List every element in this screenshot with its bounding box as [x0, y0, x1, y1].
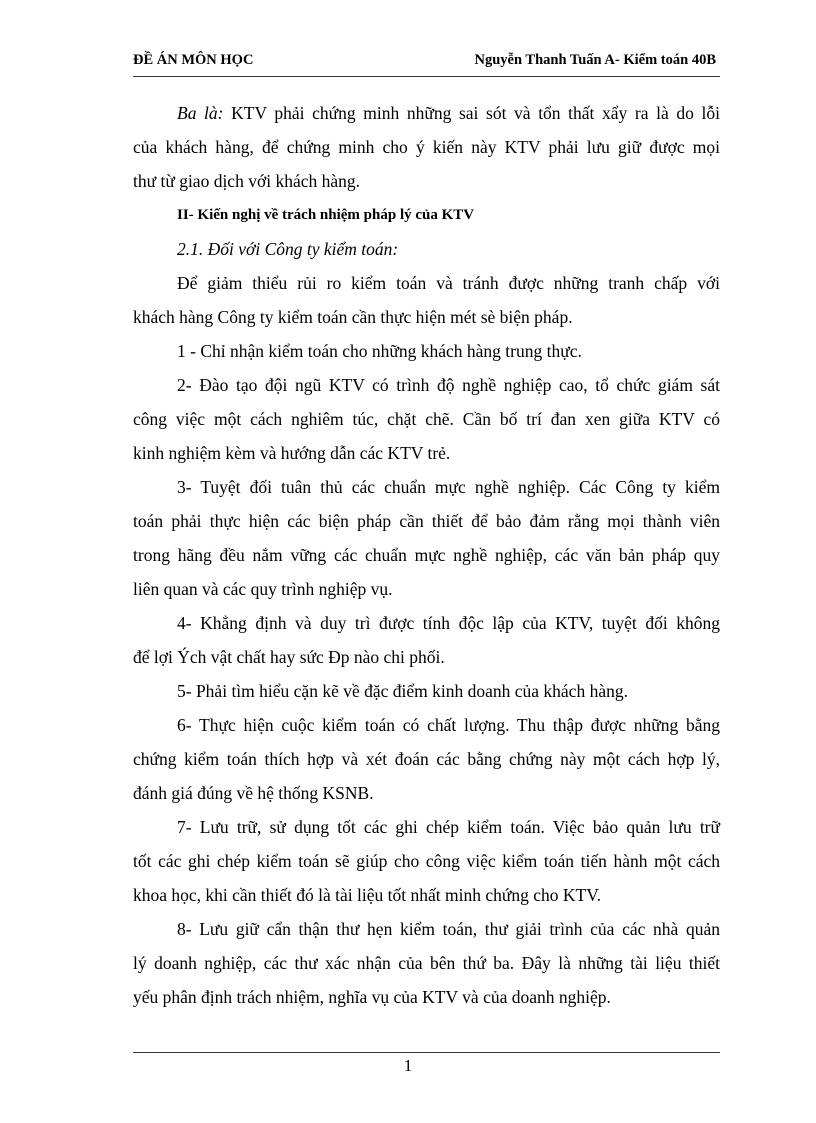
- line-text: 4- Khẳng định và duy trì được tính độc lập của KTV, tuyệt đối không: [177, 613, 720, 633]
- header-course-title: ĐỀ ÁN MÔN HỌC: [133, 52, 254, 68]
- text-line: [133, 232, 720, 266]
- line-text: yếu phân định trách nhiệm, nghĩa vụ của KTV và của doanh nghiệp.: [133, 987, 611, 1007]
- paragraph: [133, 470, 720, 606]
- line-text: để lợi Ých vật chất hay sức Ðp nào chi phối.: [133, 647, 445, 667]
- line-text: Để giảm thiểu rủi ro kiểm toán và tránh được những tranh chấp với: [177, 273, 720, 293]
- line-text: II- Kiến nghị về trách nhiệm pháp lý của KTV: [177, 207, 475, 223]
- paragraph: [133, 810, 720, 912]
- line-text: KTV phải chứng minh những sai sót và tổn thất xẩy ra là do lỗi: [231, 103, 720, 123]
- line-text: 2- Đào tạo đội ngũ KTV có trình độ nghề nghiệp cao, tổ chức giám sát: [177, 375, 720, 395]
- subsection-heading: [133, 232, 720, 266]
- paragraph: [133, 334, 720, 368]
- line-text: 2.1. Đối với Công ty kiểm toán:: [177, 239, 399, 259]
- text-line: [133, 164, 720, 198]
- text-line: [133, 334, 720, 368]
- text-line: [133, 402, 720, 436]
- page-number: 1: [403, 1056, 413, 1075]
- text-line: [133, 470, 720, 504]
- paragraph: [133, 912, 720, 1014]
- paragraph: [133, 708, 720, 810]
- text-line: [133, 742, 720, 776]
- line-text: 7- Lưu trữ, sử dụng tốt các ghi chép kiểm toán. Việc bảo quản lưu trữ: [177, 817, 720, 837]
- line-text: trong hãng đều nắm vững các chuẩn mực nghề nghiệp, các văn bản pháp quy: [133, 545, 720, 565]
- text-line: [133, 776, 720, 810]
- text-line: [133, 504, 720, 538]
- paragraph-lead: Ba là:: [177, 103, 224, 123]
- text-line: [133, 946, 720, 980]
- line-text: của khách hàng, để chứng minh cho ý kiến này KTV phải lưu giữ được mọi: [133, 137, 720, 157]
- line-text: công việc một cách nghiêm túc, chặt chẽ. Cần bố trí đan xen giữa KTV có: [133, 409, 720, 429]
- text-line: [133, 980, 720, 1014]
- text-line: [133, 912, 720, 946]
- line-text: 6- Thực hiện cuộc kiểm toán có chất lượng. Thu thập được những bằng: [177, 715, 720, 735]
- text-line: [133, 538, 720, 572]
- text-line: [133, 810, 720, 844]
- text-line: [133, 436, 720, 470]
- line-text: toán phải thực hiện các biện pháp cần thiết để bảo đảm rằng mọi thành viên: [133, 511, 720, 531]
- text-line: [133, 844, 720, 878]
- text-line: [133, 130, 720, 164]
- line-text: khoa học, khi cần thiết đó là tài liệu tốt nhất minh chứng cho KTV.: [133, 885, 601, 905]
- paragraph: [133, 606, 720, 674]
- text-line: [133, 96, 720, 130]
- line-text: tốt các ghi chép kiểm toán sẽ giúp cho công việc kiểm toán tiến hành một cách: [133, 851, 720, 871]
- header-author: Nguyễn Thanh Tuấn A- Kiểm toán 40B: [474, 52, 716, 68]
- text-line: [133, 572, 720, 606]
- line-text: 1 - Chỉ nhận kiểm toán cho những khách hàng trung thực.: [177, 341, 582, 361]
- header-rule: [133, 76, 720, 77]
- paragraph: [133, 674, 720, 708]
- footer-rule: [133, 1052, 720, 1053]
- text-line: [133, 606, 720, 640]
- line-text: lý doanh nghiệp, các thư xác nhận của bên thứ ba. Đây là những tài liệu thiết: [133, 953, 720, 973]
- paragraph: [133, 96, 720, 198]
- text-line: [133, 266, 720, 300]
- paragraph: [133, 266, 720, 334]
- section-heading: [133, 198, 720, 232]
- text-line: [133, 674, 720, 708]
- text-line: [133, 708, 720, 742]
- line-text: 3- Tuyệt đối tuân thủ các chuẩn mực nghề nghiệp. Các Công ty kiểm: [177, 477, 720, 497]
- paragraph: [133, 368, 720, 470]
- document-body: [133, 96, 720, 1014]
- text-line: [133, 368, 720, 402]
- line-text: chứng kiểm toán thích hợp và xét đoán các bằng chứng này một cách hợp lý,: [133, 749, 720, 769]
- line-text: liên quan và các quy trình nghiệp vụ.: [133, 579, 393, 599]
- line-text: thư từ giao dịch với khách hàng.: [133, 171, 360, 191]
- text-line: [133, 878, 720, 912]
- text-line: [133, 300, 720, 334]
- line-text: khách hàng Công ty kiểm toán cần thực hiện mét sè biện pháp.: [133, 307, 573, 327]
- line-text: 5- Phải tìm hiểu cặn kẽ về đặc điểm kinh doanh của khách hàng.: [177, 681, 628, 701]
- line-text: kinh nghiệm kèm và hướng dẫn các KTV trẻ.: [133, 443, 451, 463]
- text-line: [133, 640, 720, 674]
- text-line: [133, 198, 720, 232]
- line-text: 8- Lưu giữ cẩn thận thư hẹn kiểm toán, thư giải trình của các nhà quản: [177, 919, 720, 939]
- line-text: đánh giá đúng về hệ thống KSNB.: [133, 783, 374, 803]
- page-header: [133, 52, 720, 72]
